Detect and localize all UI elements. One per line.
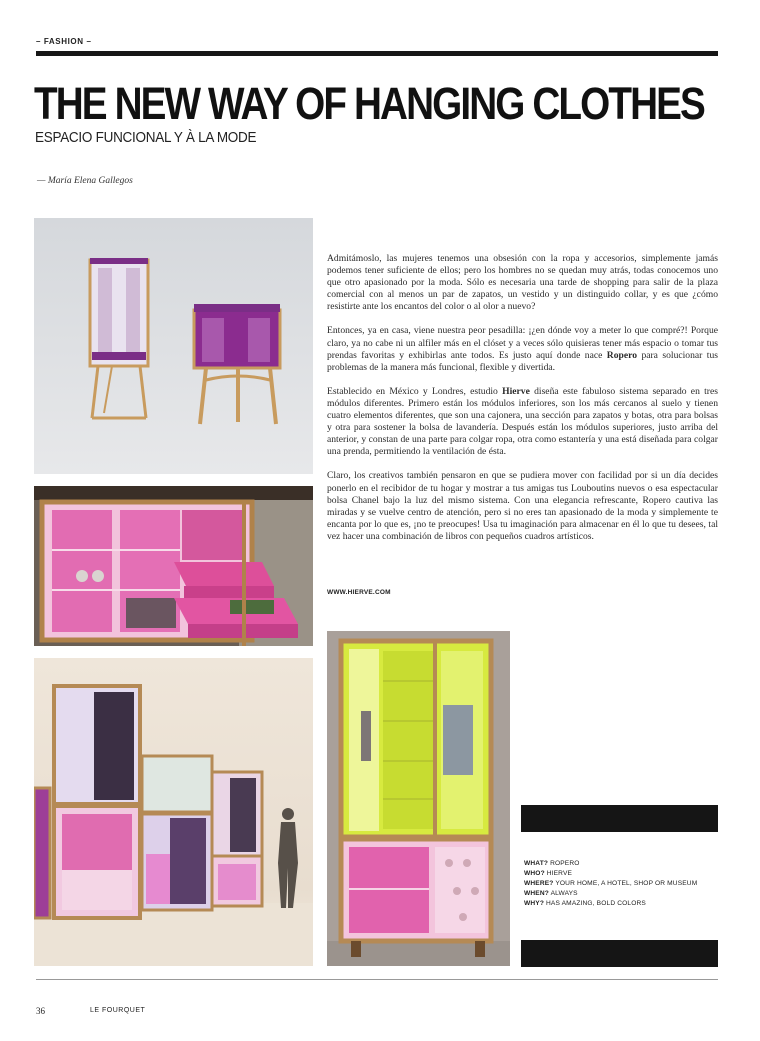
article-body bbox=[327, 253, 718, 555]
page-number: 36 bbox=[36, 1006, 45, 1016]
website-link[interactable]: WWW.HIERVE.COM bbox=[327, 589, 391, 596]
photo-lime-wardrobe bbox=[327, 631, 510, 966]
section-label: – FASHION – bbox=[36, 37, 92, 46]
fact-row: WHAT? ROPERO bbox=[524, 860, 580, 867]
brand-ropero: Ropero bbox=[606, 349, 637, 361]
fact-row: WHEN? ALWAYS bbox=[524, 890, 578, 897]
black-bar-bottom bbox=[521, 940, 718, 967]
photo-modules-render bbox=[34, 658, 313, 966]
publication-name: LE FOURQUET bbox=[90, 1007, 146, 1014]
bottom-rule bbox=[36, 979, 718, 980]
photo-small-cabinets bbox=[34, 218, 313, 474]
article-subtitle: ESPACIO FUNCIONAL Y À LA MODE bbox=[35, 129, 257, 146]
fact-row: WHERE? YOUR HOME, A HOTEL, SHOP OR MUSEUM bbox=[524, 880, 698, 887]
body-paragraph: Admitámoslo, las mujeres tenemos una obsesión con la ropa y accesorios, simplemente jamás podemos tener suficiente de ellos; pero los hombres no se quedan muy atrás, todas conocemos uno que otro apasionado por la moda. Sólo es necesaria una tarde de shopping para salir de la plaza comercial con al menos un par de zapatos, un vestido y un distinguido collar, y es que ¿cómo resistirte ante los encantos del color o al olor a nuevo? bbox=[327, 253, 718, 313]
article-title: THE NEW WAY OF HANGING CLOTHES bbox=[34, 78, 704, 129]
top-rule bbox=[36, 51, 718, 56]
fact-row: WHO? HIERVE bbox=[524, 870, 573, 877]
black-bar-top bbox=[521, 805, 718, 832]
brand-hierve: Hierve bbox=[502, 385, 530, 397]
photo-pink-drawers bbox=[34, 486, 313, 646]
body-paragraph: Claro, los creativos también pensaron en que se pudiera mover con facilidad por si un día decides ponerlo en el recibidor de tu hogar y mostrar a tus amigas tus Louboutins nuevos o esa espectacular bolsa Chanel bajo la luz del mismo sistema. Con una elegancia refrescante, Ropero cautiva las miradas y se vuelve centro de atención, pero si no eres tan apasionado de la moda y simplemente te encanta por lo que es, ¡no te preocupes! Usa tu imaginación para almacenar en él lo que tu desees, tal vez hacer una combinación de libros con pequeños cuadros artísticos. bbox=[327, 470, 718, 542]
fact-row: WHY? HAS AMAZING, BOLD COLORS bbox=[524, 900, 646, 907]
fact-box bbox=[524, 859, 697, 909]
article-byline: — María Elena Gallegos bbox=[37, 176, 133, 186]
body-paragraph: Establecido en México y Londres, estudio Hierve diseña este fabuloso sistema separado en tres módulos diferentes. Primero están los módulos inferiores, son los más cercanos al suelo y tienen cuatro elementos diferentes, que son una cajonera, una sección para zapatos y botas, otra para bolsas y otra para sostener la bolsa de lavandería. Después están los módulos superiores, justo arriba del anterior, y constan de una parte para colgar ropa, otra como estantería y una está diseñada para colgar una prenda, permitiendo la ventilación de ésta. bbox=[327, 385, 718, 458]
body-paragraph: Entonces, ya en casa, viene nuestra peor pesadilla: ¡¿en dónde voy a meter lo que compré?! Porque claro, ya no cabe ni un alfiler más en el clóset y a veces sólo quisieras tener más espacio o tomar tus prendas favoritas y exhibirlas ante todos. Es justo aquí donde nace Ropero para solucionar tus problemas de la manera más funcional, flexible y divertida. bbox=[327, 325, 718, 373]
